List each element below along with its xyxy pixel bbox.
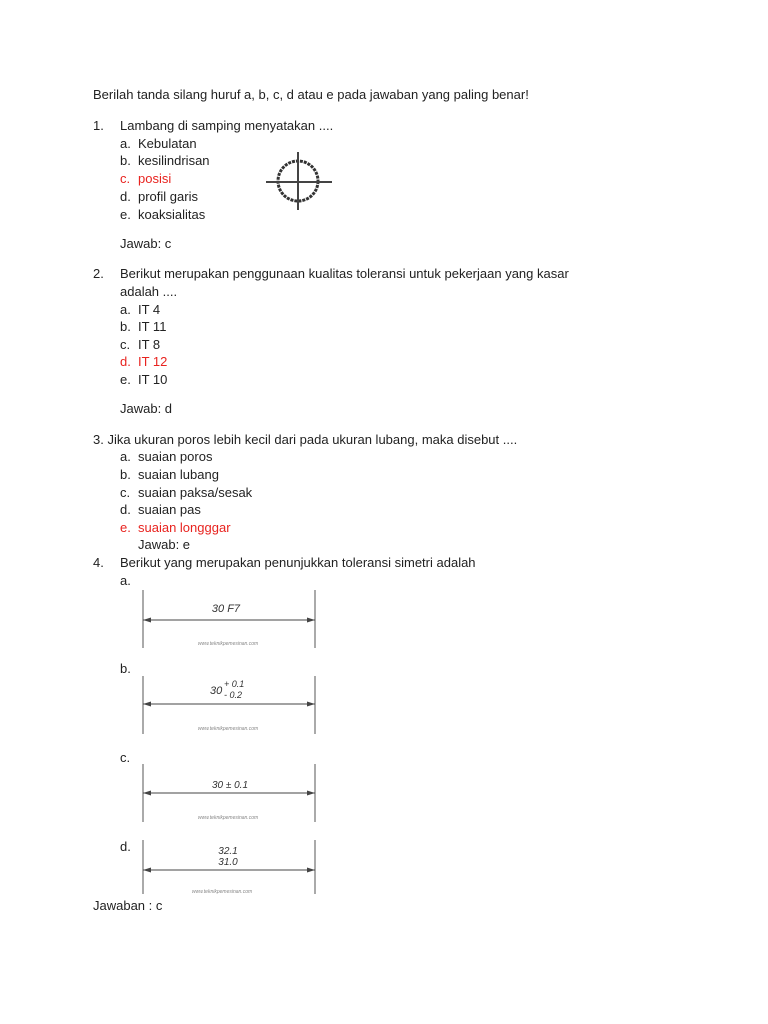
q3-answer: Jawab: e	[138, 537, 191, 552]
q4-option-b-dim-upper: + 0.1	[224, 679, 245, 689]
q2-text-line1: Berikut merupakan penggunaan kualitas toleransi untuk pekerjaan yang kasar	[120, 266, 569, 281]
q1-number: 1.	[93, 118, 104, 133]
q1-option-b[interactable]: b. kesilindrisan	[120, 153, 210, 168]
q4-option-d-dim-lower: 31.0	[218, 857, 238, 868]
q1-option-e[interactable]: e. koaksialitas	[120, 207, 206, 222]
q4-option-d-label[interactable]: d.	[120, 839, 131, 854]
q4-text: Berikut yang merupakan penunjukkan toleransi simetri adalah	[120, 555, 476, 570]
q4-option-a-drawing	[138, 588, 320, 650]
q4-number: 4.	[93, 555, 104, 570]
q2-number: 2.	[93, 266, 104, 281]
q3-text: 3. Jika ukuran poros lebih kecil dari pada ukuran lubang, maka disebut ....	[93, 432, 518, 447]
q4-option-d-drawing	[138, 838, 320, 896]
q4-option-a-label[interactable]: a.	[120, 573, 131, 588]
q1-option-a[interactable]: a. Kebulatan	[120, 136, 197, 151]
q4-option-b-drawing	[138, 674, 320, 736]
q2-option-c[interactable]: c. IT 8	[120, 337, 161, 352]
q4-option-c-label[interactable]: c.	[120, 750, 131, 765]
q2-option-e[interactable]: e. IT 10	[120, 372, 168, 387]
instruction-text: Berilah tanda silang huruf a, b, c, d atau e pada jawaban yang paling benar!	[93, 87, 529, 102]
q4-option-b-dim-base: 30	[210, 685, 223, 697]
q2-text-line2: adalah ....	[120, 284, 178, 299]
q4-option-d-watermark: www.teknikpemesinan.com	[191, 889, 253, 895]
q1-option-c[interactable]: c. posisi	[120, 171, 172, 186]
q2-option-d[interactable]: d. IT 12	[120, 354, 168, 369]
q3-option-a[interactable]: a. suaian poros	[120, 449, 213, 464]
q4-option-a-watermark: www.teknikpemesinan.com	[197, 641, 259, 647]
q4-answer: Jawaban : c	[93, 898, 163, 913]
q3-option-c[interactable]: c. suaian paksa/sesak	[120, 485, 253, 500]
q3-option-e[interactable]: e. suaian longggar	[120, 520, 231, 535]
q4-option-b-dim-lower: - 0.2	[224, 690, 243, 700]
q4-option-c-drawing	[138, 762, 320, 824]
q1-option-d[interactable]: d. profil garis	[120, 189, 198, 204]
position-symbol-icon	[262, 150, 334, 212]
q3-option-b[interactable]: b. suaian lubang	[120, 467, 219, 482]
q4-option-c-dim: 30 ± 0.1	[211, 780, 249, 791]
q2-option-a[interactable]: a. IT 4	[120, 302, 161, 317]
q3-option-d[interactable]: d. suaian pas	[120, 502, 201, 517]
q4-option-d-dim-upper: 32.1	[218, 846, 238, 857]
q1-answer: Jawab: c	[120, 236, 172, 251]
q4-option-c-watermark: www.teknikpemesinan.com	[197, 815, 259, 821]
q4-option-b-label[interactable]: b.	[120, 661, 131, 676]
q1-text: Lambang di samping menyatakan ....	[120, 118, 334, 133]
q4-option-a-dim: 30 F7	[211, 603, 241, 615]
q4-option-b-watermark: www.teknikpemesinan.com	[197, 726, 259, 732]
q2-answer: Jawab: d	[120, 401, 173, 416]
q2-option-b[interactable]: b. IT 11	[120, 319, 167, 334]
